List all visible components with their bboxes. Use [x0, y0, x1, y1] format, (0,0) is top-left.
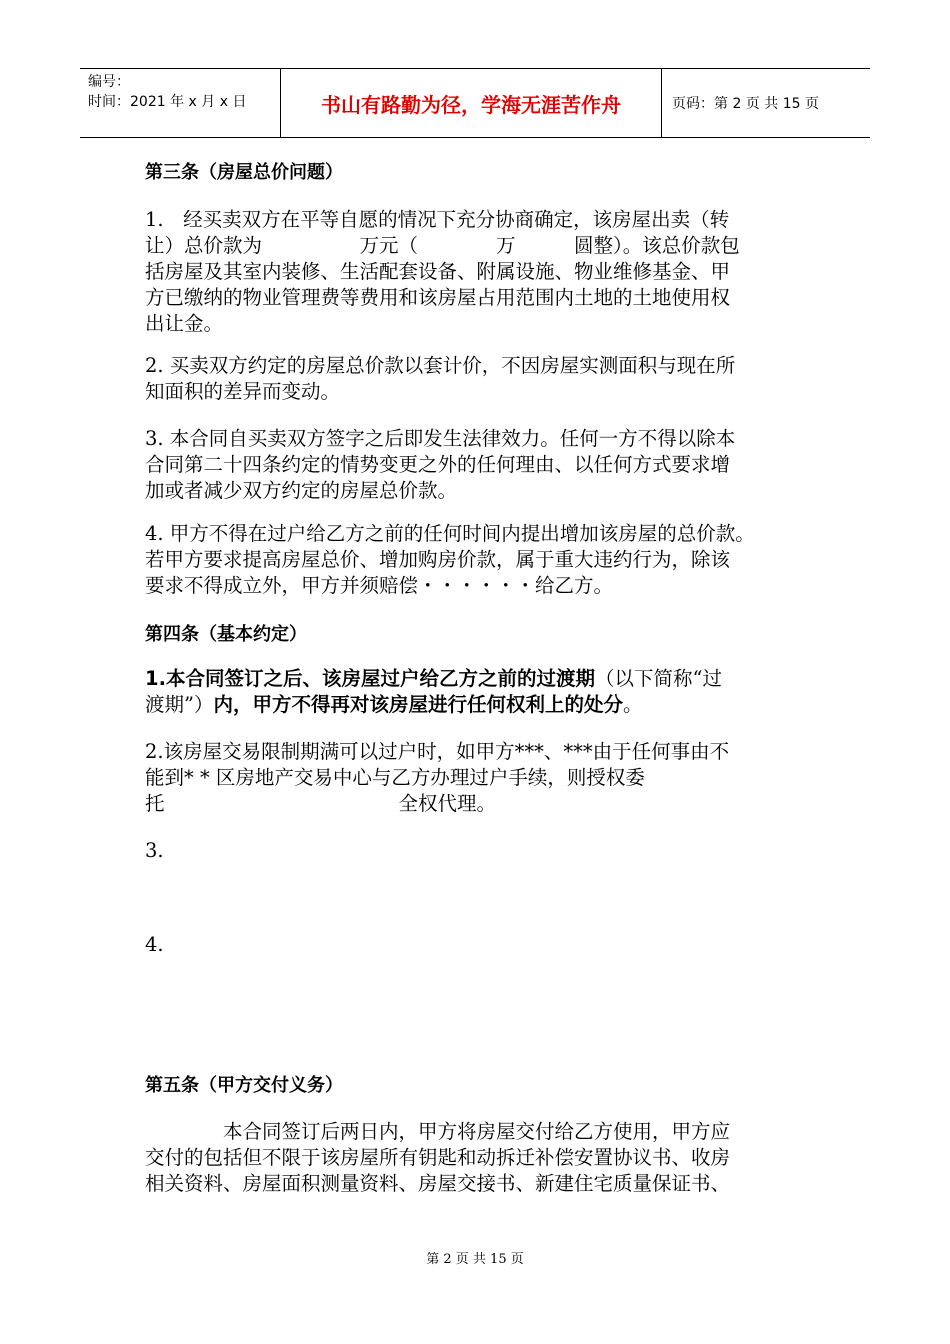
text-line: 知面积的差异而变动。	[145, 380, 341, 403]
text-line: 要求不得成立外，甲方并须赔偿・・・・・・给乙方。	[145, 574, 614, 597]
plain-text: 。	[623, 693, 643, 716]
bold-text: 1.本合同签订之后、该房屋过户给乙方之前的过渡期	[145, 667, 595, 690]
text-line: 4. 甲方不得在过户给乙方之前的任何时间内提出增加该房屋的总价款。	[145, 522, 755, 545]
text-line: 2. 买卖双方约定的房屋总价款以套计价，不因房屋实测面积与现在所	[145, 354, 736, 377]
article4-item-4: 4.	[145, 933, 164, 956]
header-slogan: 书山有路勤为径，学海无涯苦作舟	[281, 69, 662, 137]
bold-text: 内，甲方不得再对该房屋进行任何权利上的处分	[213, 693, 623, 716]
text-line: 2.该房屋交易限制期满可以过户时，如甲方***、***由于任何事由不	[145, 740, 730, 763]
article4-paragraph-1	[145, 666, 825, 718]
text-line: 能到* * 区房地产交易中心与乙方办理过户手续，则授权委	[145, 766, 645, 789]
text-line: 加或者减少双方约定的房屋总价款。	[145, 479, 458, 502]
text-line: 1. 经买卖双方在平等自愿的情况下充分协商确定，该房屋出卖（转	[145, 208, 730, 231]
article4-item-3: 3.	[145, 839, 164, 862]
article5-paragraph-1	[145, 1119, 825, 1197]
text-line: 出让金。	[145, 312, 224, 335]
page-header	[80, 68, 870, 138]
text-line: 方已缴纳的物业管理费等费用和该房屋占用范围内土地的土地使用权	[145, 286, 731, 309]
article3-paragraph-2	[145, 353, 825, 405]
text-line: 括房屋及其室内装修、生活配套设备、附属设施、物业维修基金、甲	[145, 260, 731, 283]
article3-paragraph-1	[145, 207, 825, 337]
article3-title: 第三条（房屋总价问题）	[145, 162, 343, 183]
text-line: 交付的包括但不限于该房屋所有钥匙和动拆迁补偿安置协议书、收房	[145, 1146, 731, 1169]
text-line: 让）总价款为 万元（ 万 圆整）。该总价款包	[145, 234, 740, 257]
plain-text: （以下简称“过	[594, 667, 722, 690]
document-time-label: 时间：2021 年 x 月 x 日	[88, 94, 247, 110]
text-line: 若甲方要求提高房屋总价、增加购房价款，属于重大违约行为，除该	[145, 548, 731, 571]
header-page-info: 页码：第 2 页 共 15 页	[672, 96, 819, 112]
article5-title: 第五条（甲方交付义务）	[145, 1075, 343, 1096]
article3-paragraph-3	[145, 426, 825, 504]
text-line: 合同第二十四条约定的情势变更之外的任何理由、以任何方式要求增	[145, 453, 731, 476]
text-line: 相关资料、房屋面积测量资料、房屋交接书、新建住宅质量保证书、	[145, 1172, 731, 1195]
article4-title: 第四条（基本约定）	[145, 624, 307, 645]
header-meta	[80, 69, 281, 137]
text-line: 托 全权代理。	[145, 792, 497, 815]
text-line: 本合同签订后两日内，甲方将房屋交付给乙方使用，甲方应	[145, 1120, 731, 1143]
article4-paragraph-2	[145, 739, 825, 817]
document-number-label: 编号：	[88, 74, 130, 90]
article3-paragraph-4	[145, 521, 825, 599]
plain-text: 渡期”）	[145, 693, 214, 716]
text-line: 3. 本合同自买卖双方签字之后即发生法律效力。任何一方不得以除本	[145, 427, 736, 450]
page-footer: 第 2 页 共 15 页	[426, 1252, 524, 1267]
